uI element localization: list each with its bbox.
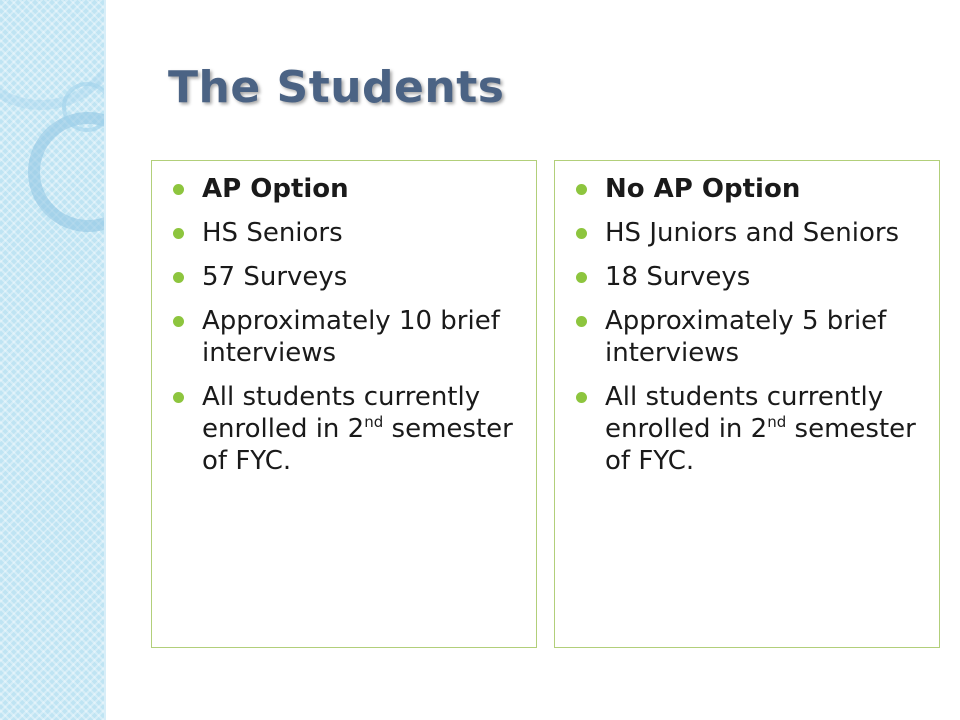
list-item: Approximately 5 brief interviews: [575, 305, 927, 369]
item-text: All students currently enrolled in 2: [605, 382, 884, 444]
decorative-side-strip: [0, 0, 106, 720]
item-text: semester of FYC.: [202, 414, 513, 476]
list-item: [575, 381, 927, 477]
no-ap-option-panel: [554, 160, 940, 648]
ap-option-panel: [151, 160, 537, 648]
list-item: [172, 381, 524, 477]
list-item: HS Juniors and Seniors: [575, 217, 927, 249]
list-item: Approximately 10 brief interviews: [172, 305, 524, 369]
column-heading: AP Option: [172, 173, 524, 205]
list-item: 18 Surveys: [575, 261, 927, 293]
ordinal-suffix: nd: [767, 413, 787, 431]
column-heading: No AP Option: [575, 173, 927, 205]
bullet-list: [575, 173, 927, 477]
decorative-ring: [62, 82, 106, 132]
item-text: All students currently enrolled in 2: [202, 382, 481, 444]
bullet-list: [172, 173, 524, 477]
list-item: 57 Surveys: [172, 261, 524, 293]
ordinal-suffix: nd: [364, 413, 384, 431]
list-item: HS Seniors: [172, 217, 524, 249]
slide-title: The Students: [168, 62, 505, 113]
item-text: semester of FYC.: [605, 414, 916, 476]
